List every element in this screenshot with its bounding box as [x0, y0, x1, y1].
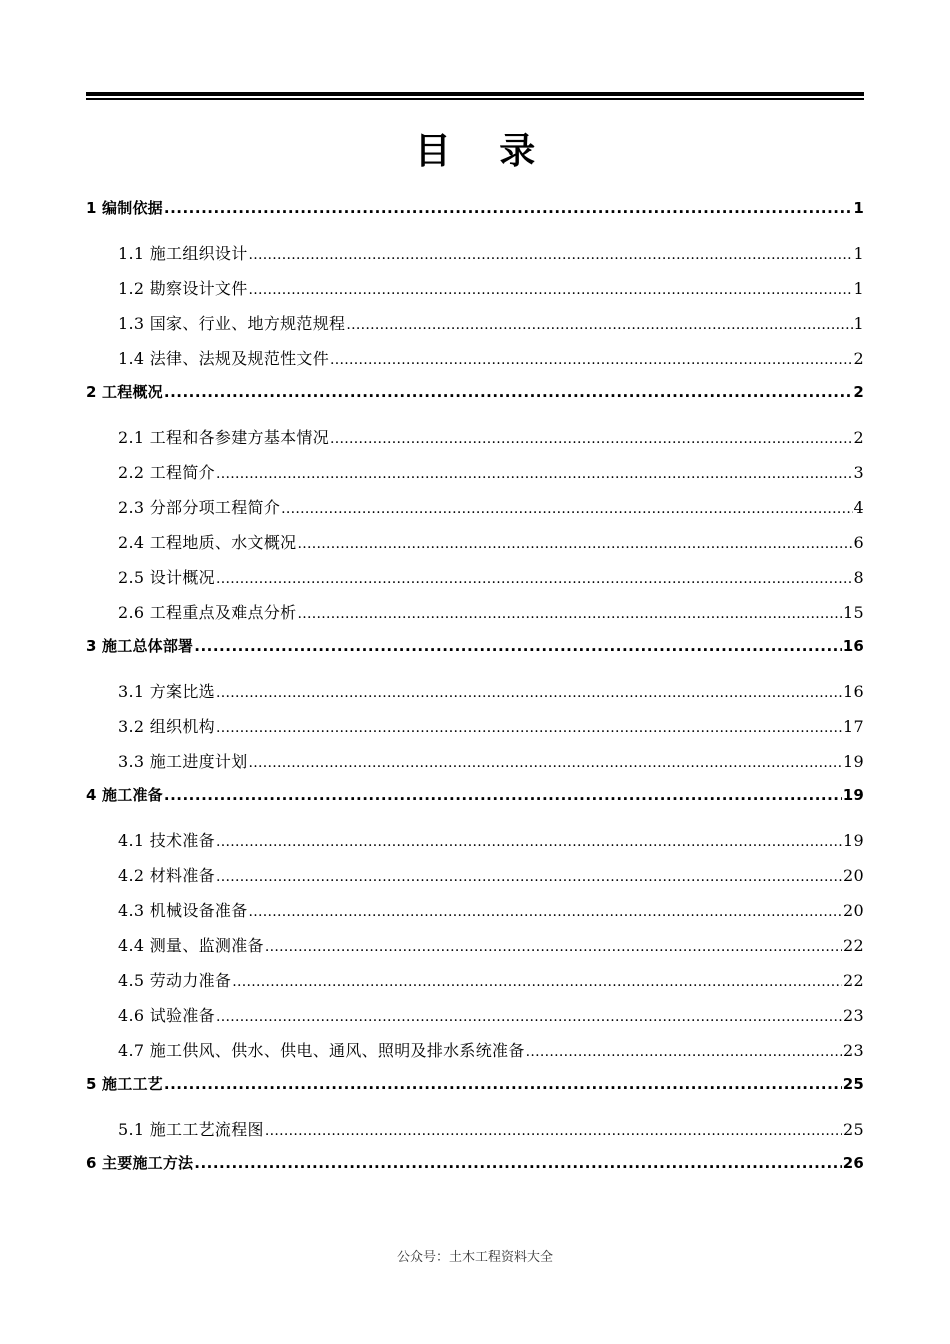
toc-leader-dots: [297, 536, 852, 552]
toc-entry-text: 4.3 机械设备准备: [118, 901, 248, 920]
toc-entry-text: 5 施工工艺: [86, 1075, 163, 1093]
toc-entry[interactable]: [118, 1117, 864, 1141]
toc-page-number: 22: [843, 971, 864, 990]
toc-leader-dots: [164, 199, 852, 217]
toc-page-number: 2: [853, 383, 864, 401]
toc-page-number: 19: [842, 786, 864, 804]
toc-leader-dots: [281, 501, 852, 517]
toc-leader-dots: [216, 571, 853, 587]
toc-entry[interactable]: [86, 1152, 864, 1176]
toc-entry-text: 4.1 技术准备: [118, 831, 215, 850]
toc-entry-text: 4.2 材料准备: [118, 866, 215, 885]
toc-page-number: 23: [843, 1006, 864, 1025]
toc-page-number: 25: [843, 1120, 864, 1139]
toc-leader-dots: [164, 1075, 842, 1093]
toc-page-number: 1: [853, 244, 864, 263]
toc-page-number: 2: [853, 428, 864, 447]
toc-leader-dots: [249, 755, 842, 771]
toc-page-number: 4: [853, 498, 864, 517]
toc-entry[interactable]: [118, 898, 864, 922]
toc-entry[interactable]: [118, 1003, 864, 1027]
toc-entry-text: 4 施工准备: [86, 786, 163, 804]
toc-entry[interactable]: [118, 679, 864, 703]
toc-entry-text: 4.6 试验准备: [118, 1006, 215, 1025]
toc-page-number: 16: [842, 637, 864, 655]
toc-leader-dots: [265, 1123, 842, 1139]
toc-leader-dots: [194, 637, 841, 655]
toc-entry[interactable]: [118, 600, 864, 624]
toc-entry[interactable]: [86, 381, 864, 405]
toc-entry[interactable]: [118, 565, 864, 589]
toc-leader-dots: [216, 1009, 842, 1025]
toc-leader-dots: [330, 352, 852, 368]
toc-leader-dots: [297, 606, 842, 622]
toc-leader-dots: [216, 834, 842, 850]
toc-page-number: 23: [843, 1041, 864, 1060]
toc-leader-dots: [249, 904, 842, 920]
toc-entry[interactable]: [118, 1038, 864, 1062]
toc-entry[interactable]: [118, 311, 864, 335]
toc-entry[interactable]: [118, 530, 864, 554]
toc-page-number: 2: [853, 349, 864, 368]
toc-entry-text: 3.2 组织机构: [118, 717, 215, 736]
toc-entry[interactable]: [86, 784, 864, 808]
toc-page-number: 26: [842, 1154, 864, 1172]
toc-page-number: 19: [843, 831, 864, 850]
toc-entry[interactable]: [118, 749, 864, 773]
header-rule-thin: [86, 98, 864, 100]
toc-entry-text: 4.5 劳动力准备: [118, 971, 232, 990]
toc-leader-dots: [249, 282, 853, 298]
toc-entry[interactable]: [118, 714, 864, 738]
toc-entry[interactable]: [118, 933, 864, 957]
toc-page-number: 17: [843, 717, 864, 736]
toc-entry-text: 1.4 法律、法规及规范性文件: [118, 349, 330, 368]
toc-page-number: 6: [853, 533, 864, 552]
toc-page-number: 1: [853, 199, 864, 217]
toc-page-number: 16: [843, 682, 864, 701]
header-rule-thick: [86, 92, 864, 96]
toc-leader-dots: [216, 466, 853, 482]
toc-leader-dots: [216, 685, 842, 701]
toc-entry[interactable]: [118, 276, 864, 300]
toc-leader-dots: [249, 247, 853, 263]
toc-page-number: 25: [842, 1075, 864, 1093]
toc-leader-dots: [164, 786, 842, 804]
toc-page-number: 8: [853, 568, 864, 587]
toc-entry-text: 2.6 工程重点及难点分析: [118, 603, 297, 622]
toc-leader-dots: [194, 1154, 841, 1172]
toc-entry-text: 1 编制依据: [86, 199, 163, 217]
toc-page-number: 20: [843, 866, 864, 885]
toc-page-number: 3: [853, 463, 864, 482]
toc-leader-dots: [216, 720, 842, 736]
toc-page-number: 20: [843, 901, 864, 920]
toc-entry[interactable]: [118, 968, 864, 992]
toc-entry-text: 4.7 施工供风、供水、供电、通风、照明及排水系统准备: [118, 1041, 525, 1060]
toc-page-number: 1: [853, 279, 864, 298]
toc-entry[interactable]: [118, 495, 864, 519]
page-title: 目 录: [414, 131, 554, 172]
toc-entry-text: 3.1 方案比选: [118, 682, 215, 701]
toc-entry[interactable]: [118, 828, 864, 852]
toc-leader-dots: [346, 317, 852, 333]
toc-entry[interactable]: [118, 425, 864, 449]
toc-page-number: 22: [843, 936, 864, 955]
toc-entry-text: 2.5 设计概况: [118, 568, 215, 587]
toc-entry[interactable]: [118, 863, 864, 887]
page-footer: 公众号：土木工程资料大全: [396, 1250, 553, 1265]
toc-entry-text: 1.2 勘察设计文件: [118, 279, 248, 298]
toc-entry-text: 2.2 工程简介: [118, 463, 215, 482]
toc-entry-text: 6 主要施工方法: [86, 1154, 194, 1172]
toc-entry-text: 3.3 施工进度计划: [118, 752, 248, 771]
toc-leader-dots: [330, 431, 852, 447]
toc-entry-text: 2.1 工程和各参建方基本情况: [118, 428, 330, 447]
toc-entry-text: 4.4 测量、监测准备: [118, 936, 264, 955]
toc-entry-text: 5.1 施工工艺流程图: [118, 1120, 264, 1139]
toc-page-number: 19: [843, 752, 864, 771]
toc-leader-dots: [164, 383, 852, 401]
toc-entry[interactable]: [118, 241, 864, 265]
toc-entry-text: 3 施工总体部署: [86, 637, 194, 655]
toc-entry[interactable]: [86, 197, 864, 221]
toc-entry-text: 2 工程概况: [86, 383, 163, 401]
toc-entry-text: 1.3 国家、行业、地方规范规程: [118, 314, 346, 333]
toc-entry-text: 2.4 工程地质、水文概况: [118, 533, 297, 552]
toc-entry[interactable]: [118, 346, 864, 370]
toc-leader-dots: [216, 869, 842, 885]
toc-leader-dots: [265, 939, 842, 955]
toc-entry-text: 2.3 分部分项工程简介: [118, 498, 281, 517]
toc-entry[interactable]: [118, 460, 864, 484]
toc-entry-text: 1.1 施工组织设计: [118, 244, 248, 263]
toc-page-number: 1: [853, 314, 864, 333]
toc-leader-dots: [232, 974, 842, 990]
toc-entry[interactable]: [86, 1073, 864, 1097]
toc-leader-dots: [526, 1044, 842, 1060]
toc-page-number: 15: [843, 603, 864, 622]
toc-entry[interactable]: [86, 635, 864, 659]
